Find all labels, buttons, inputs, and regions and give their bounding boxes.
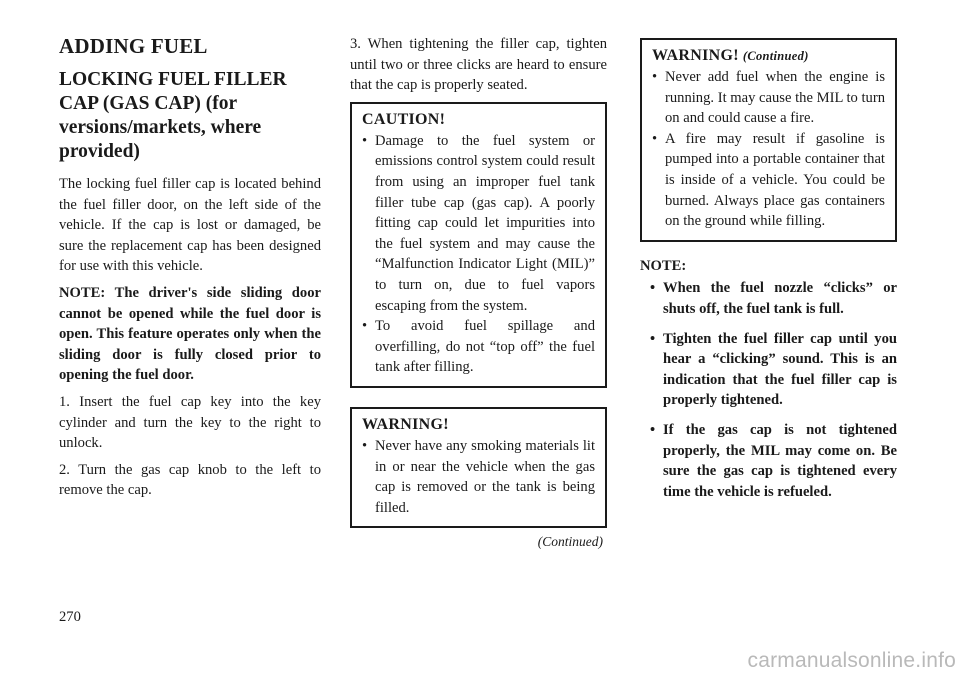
intro-paragraph: The locking fuel filler cap is located behind the fuel filler door, on the left side of the vehicle. If the cap is lost or damaged, be sure the replacement cap has been designed for use with this vehicle. [59,176,321,275]
warning-continued-box [640,38,897,242]
note-item: • Tighten the fuel filler cap until you hear a “clicking” sound. This is an indication that the fuel filler cap is properly tightened. [650,330,897,409]
caution-item: • Damage to the fuel system or emissions control system could result from using an improper fuel tank filler tube cap (gas cap). A poorly fitting cap could let impurities into the fuel system and may cause the “Malfunction Indicator Light (MIL)” to turn on, due to fuel vapors escaping from the system. [362,132,595,314]
subsection-title: LOCKING FUEL FILLER CAP (GAS CAP) (for versions/markets, where provided) [59,69,287,162]
warning-item: • A fire may result if gasoline is pumped into a portable container that is inside of a vehicle. You could be burned. Always place gas containers on the ground while filling. [652,130,885,230]
page-number: 270 [59,609,81,625]
step-2: 2. Turn the gas cap knob to the left to remove the cap. [59,461,321,499]
bullet-icon: • [650,280,656,297]
warning-item: • Never have any smoking materials lit in or near the vehicle when the gas cap is removed or the tank is being filled. [362,437,595,516]
bullet-icon: • [652,130,658,147]
section-title: ADDING FUEL [59,34,208,58]
continued-label: (Continued) [537,534,603,550]
caution-box [350,102,607,388]
warning-continued-list [652,67,885,232]
warning-item: • Never add fuel when the engine is running. It may cause the MIL to turn on and could cause a fire. [652,69,885,127]
caution-list [362,131,595,378]
warning-box [350,407,607,528]
warning-continued-label: (Continued) [742,49,809,63]
note-list [640,278,897,502]
bullet-icon: • [650,330,656,347]
step-1: 1. Insert the fuel cap key into the key cylinder and turn the key to the right to unlock. [59,393,321,452]
caution-title: CAUTION! [362,110,446,128]
column-left [59,34,321,507]
column-middle [350,34,607,550]
warning-list [362,436,595,518]
sliding-door-note: NOTE: The driver's side sliding door cannot be opened while the fuel door is open. This feature operates only when the sliding door is fully closed prior to opening the fuel door. [59,284,321,384]
note-item: • If the gas cap is not tightened properly, the MIL may come on. Be sure the gas cap is tightened every time the vehicle is refueled. [650,421,897,500]
note-item: • When the fuel nozzle “clicks” or shuts off, the fuel tank is full. [650,280,897,317]
watermark: carmanualsonline.info [747,649,956,672]
note-label: NOTE: [640,257,687,274]
column-right [640,38,897,511]
step-3: 3. When tightening the filler cap, tighten until two or three clicks are heard to ensure that the cap is properly seated. [350,36,607,94]
bullet-icon: • [362,132,368,149]
bullet-icon: • [650,421,656,438]
warning-title: WARNING! [362,415,449,433]
bullet-icon: • [362,437,368,454]
bullet-icon: • [362,318,368,335]
bullet-icon: • [652,69,658,85]
warning-continued-title: WARNING! (Continued) [652,47,809,64]
caution-item: • To avoid fuel spillage and overfilling, do not “top off” the fuel tank after filling. [362,318,595,376]
